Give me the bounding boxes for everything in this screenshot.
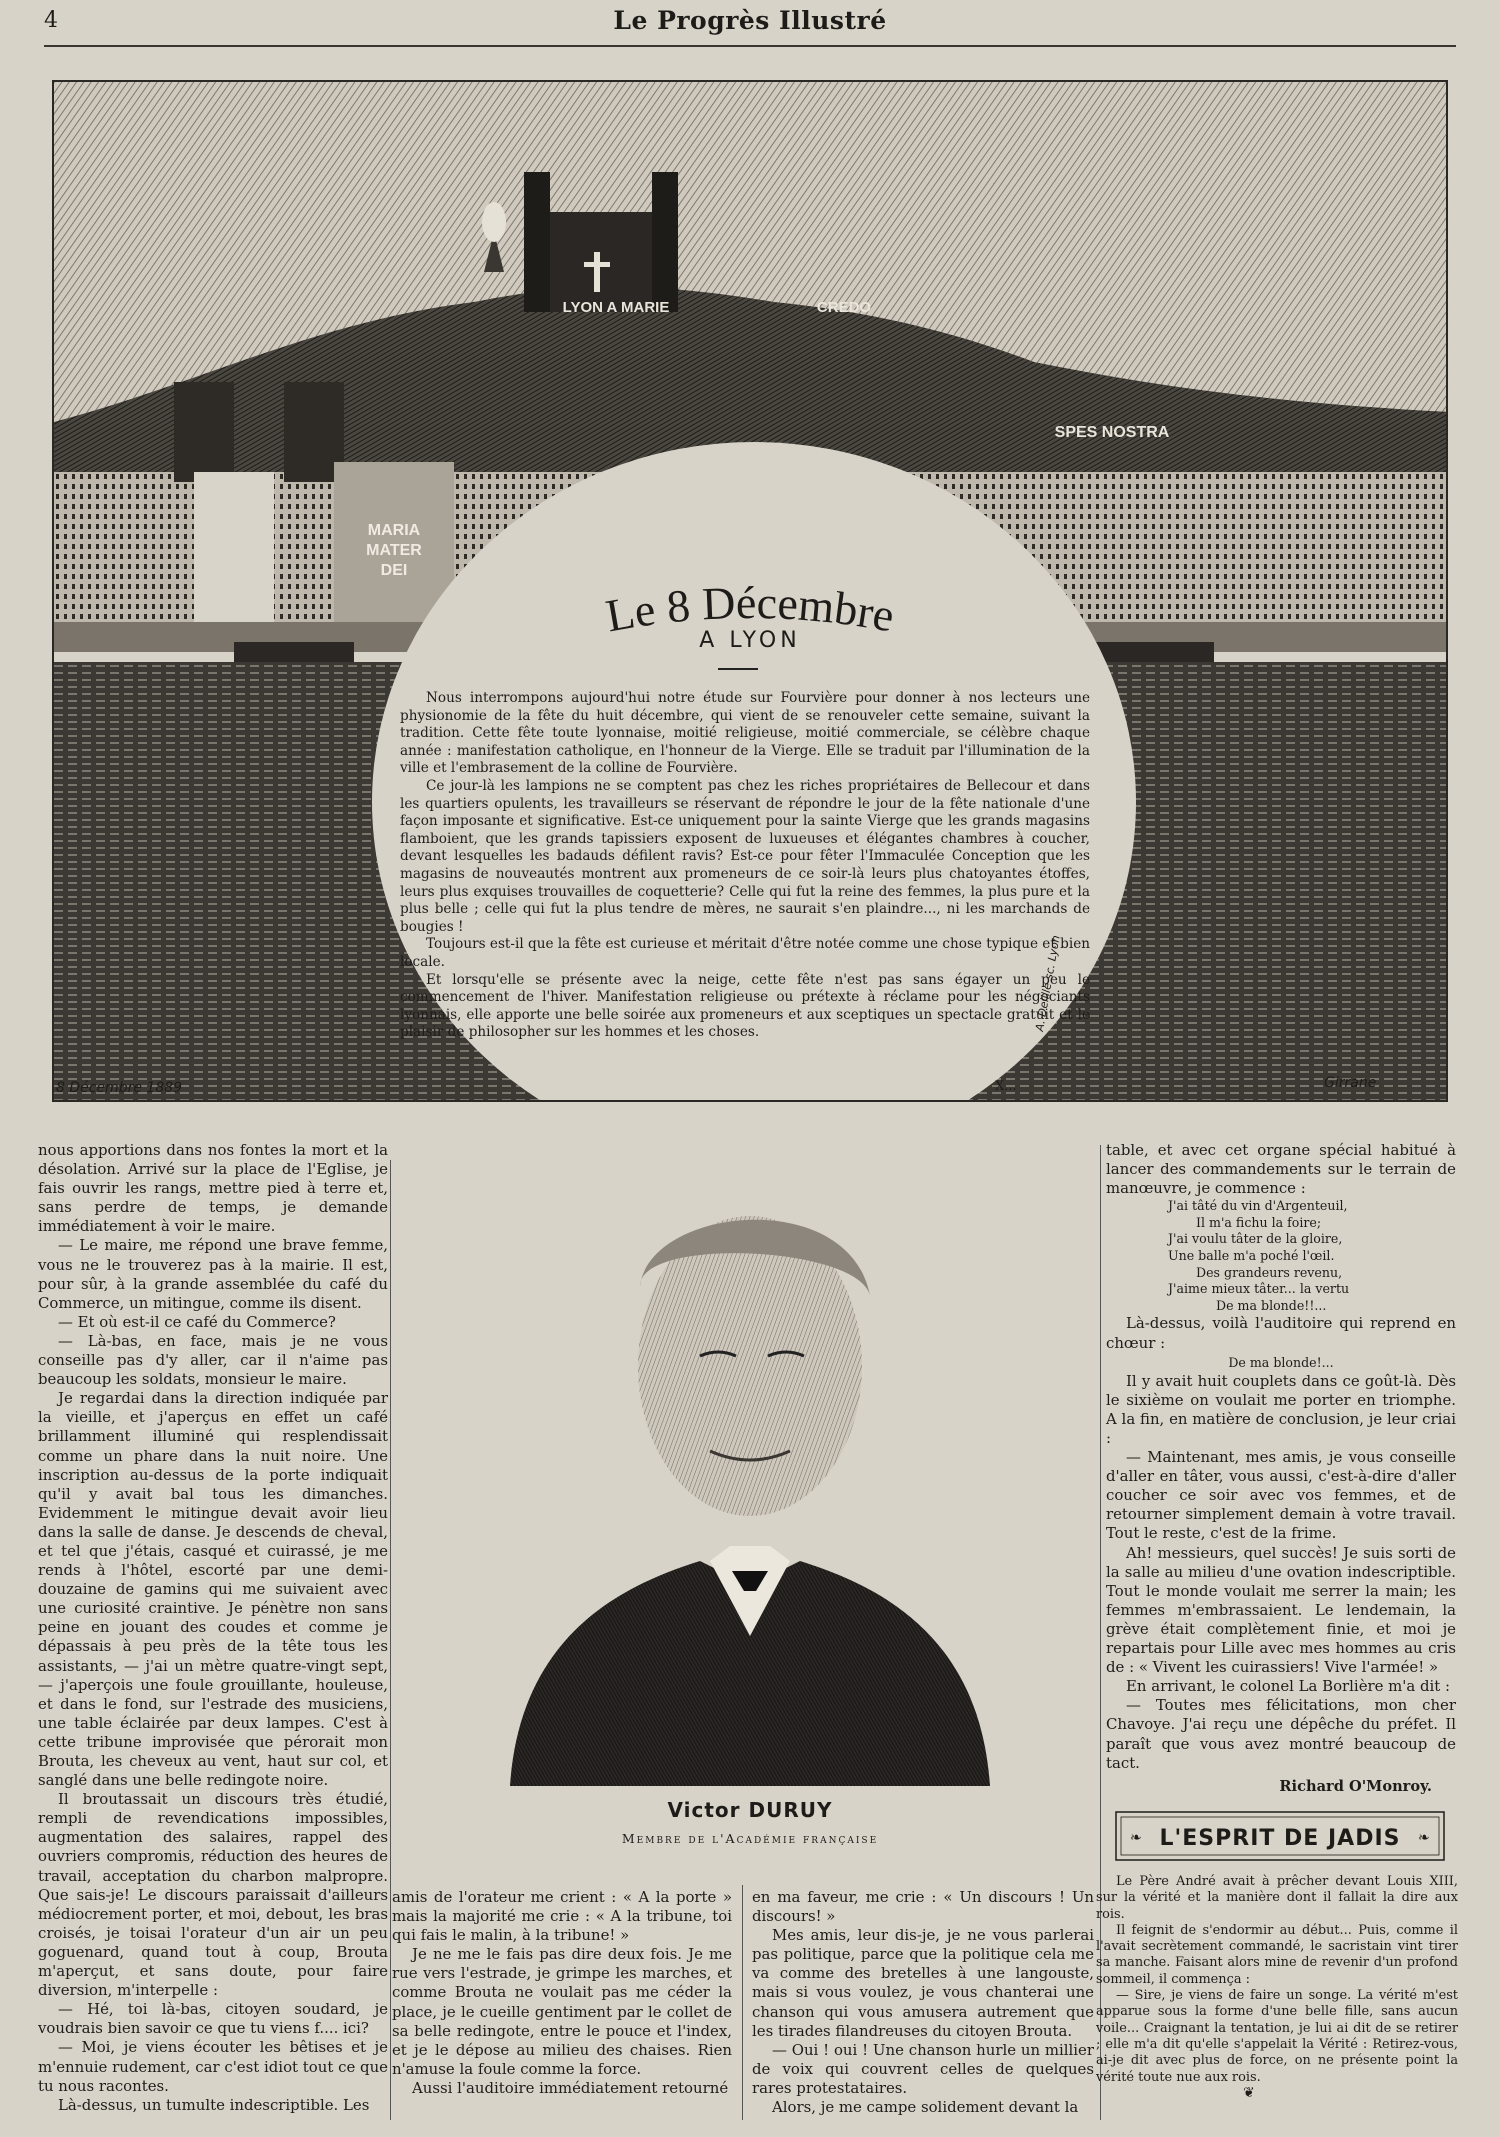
sign-credo: CREDO bbox=[816, 299, 872, 316]
story-paragraph: — Toutes mes félicitations, mon cher Chavoye. J'ai reçu une dépêche du préfet. Il paraît que vous avez montré beaucoup de tact. bbox=[1106, 1696, 1456, 1772]
story-signature: Richard O'Monroy. bbox=[1279, 1777, 1432, 1795]
title-rule bbox=[718, 668, 758, 670]
header-rule bbox=[44, 45, 1456, 47]
portrait-name: Victor DURUY bbox=[667, 1798, 833, 1822]
story-paragraph: — Le maire, me répond une brave femme, vous ne le trouverez pas à la mairie. Il est, pour sûr, à la grande assemblée du café du Commerce, un mitingue, comme ils disent. bbox=[38, 1236, 388, 1312]
story-paragraph: Aussi l'auditoire immédiatement retourné bbox=[412, 2078, 729, 2097]
story-paragraph: Je regardai dans la direction indiquée par la vieille, et j'aperçus en effet un café brillamment illuminé qui resplendissait comme un phare dans la nuit noire. Une inscription au-dessus de la porte indiquait qu'il y avait bal tous les dimanches. Evidemment le mitingue devait avoir lieu dans la salle de danse. Je descends de cheval, et tel que j'étais, casqué et cuirassé, je me rends à l'hôtel, escorté par une demi-douzaine de gamins qui me suivaient avec une curiosité craintive. Je pénètre non sans peine en jouant des coudes et comme je dépassais à peu près de la tête tous les assistants, — j'ai un mètre quatre-vingt sept, — j'aperçois une foule grouillante, houleuse, et dans le fond, sur l'estrade des musiciens, une table éclairée par deux lampes. C'est à cette tribune improvisée que pérorait mon Brouta, les cheveux au vent, haut sur col, et sanglé dans une belle redingote noire. bbox=[38, 1389, 388, 1790]
verse-line: J'ai tâté du vin d'Argenteuil, bbox=[1168, 1198, 1348, 1214]
victor-duruy-portrait bbox=[500, 1166, 1000, 1786]
verse-line: J'aime mieux tâter... la vertu bbox=[1168, 1281, 1350, 1297]
column-rule bbox=[742, 1885, 743, 2120]
story-column-mid-left bbox=[392, 1888, 732, 2098]
story-paragraph: table, et avec cet organe spécial habitué à lancer des commandements sur le terrain de manœuvre, je commence : bbox=[1106, 1141, 1456, 1198]
anecdote-paragraph: Le Père André avait à prêcher devant Louis XIII, sur la vérité et la manière dont il fallait la dire aux rois. bbox=[1096, 1874, 1458, 1922]
esprit-de-jadis-header bbox=[1114, 1810, 1446, 1862]
story-paragraph: nous apportions dans nos fontes la mort et la désolation. Arrivé sur la place de l'Eglise, je fais ouvrir les rangs, mettre pied à terre et, sans perdre de temps, je demande immédiatement à voir le maire. bbox=[38, 1141, 388, 1236]
article-title: Le 8 Décembre bbox=[601, 578, 899, 642]
verse-line: De ma blonde!!... bbox=[1216, 1297, 1327, 1313]
intro-paragraph: Nous interrompons aujourd'hui notre étude sur Fourvière pour donner à nos lecteurs une physionomie de la fête du huit décembre, qui vient de se renouveler cette semaine, suivant la tradition. Cette fête toute lyonnaise, moitié religieuse, moitié commerciale, se célèbre chaque année : manifestation catholique, en l'honneur de la Vierge. Elle se traduit par l'illumination de la ville et l'embrasement de la colline de Fourvière. bbox=[400, 690, 1090, 777]
engraving-engraver-signature: A. Delille sc. Lyon bbox=[1033, 934, 1063, 1033]
story-paragraph: amis de l'orateur me crient : « A la porte » mais la majorité me crie : « A la tribune, toi qui fais le malin, à la tribune! » bbox=[392, 1888, 732, 1945]
portrait-subtitle: Membre de l'Académie française bbox=[621, 1831, 879, 1846]
story-paragraph: Il broutassait un discours très étudié, rempli de revendications impossibles, augmentation des salaires, rappel des ouvriers compromis, réduction des heures de travail, acceptation du charbon malpropre. Que sais-je! Le discours paraissait d'ailleurs médiocrement porter, et moi, debout, les bras croisés, je toisai l'orateur d'un air un peu goguenard, quand tout à coup, Brouta m'aperçut, et sans doute, pour faire diversion, m'interpelle : bbox=[38, 1790, 388, 2000]
engraving-artist-signature: Girrane bbox=[1324, 1075, 1377, 1091]
story-paragraph: Il y avait huit couplets dans ce goût-là. Dès le sixième on voulait me porter en triomphe. A la fin, en matière de conclusion, je leur criai : bbox=[1106, 1371, 1456, 1447]
end-ornament-icon: ❦ bbox=[1243, 2085, 1255, 2101]
story-paragraph: — Hé, toi là-bas, citoyen soudard, je voudrais bien savoir ce que tu viens f.... ici? bbox=[38, 2000, 388, 2038]
column-rule bbox=[390, 1160, 391, 2120]
chorus-line: De ma blonde!... bbox=[1228, 1354, 1334, 1370]
verse-line: J'ai voulu tâter de la gloire, bbox=[1168, 1231, 1343, 1247]
story-paragraph: Alors, je me campe solidement devant la bbox=[772, 2098, 1079, 2117]
sign-maria: MARIA bbox=[367, 522, 421, 539]
story-paragraph: En arrivant, le colonel La Borlière m'a dit : bbox=[1126, 1677, 1451, 1696]
sign-dei: DEI bbox=[380, 562, 408, 579]
article-title-arc bbox=[490, 578, 1010, 668]
story-paragraph: — Oui ! oui ! Une chanson hurle un millier de voix qui couvrent celles de quelques rares protestataires. bbox=[752, 2040, 1094, 2097]
sign-mater: MATER bbox=[366, 542, 422, 559]
story-paragraph: Là-dessus, voilà l'auditoire qui reprend en chœur : bbox=[1106, 1314, 1456, 1352]
story-paragraph: Là-dessus, un tumulte indescriptible. Les bbox=[58, 2095, 370, 2114]
story-paragraph: Ah! messieurs, quel succès! Je suis sorti de la salle au milieu d'une ovation indescriptible. Tout le monde voulait me serrer la main; les femmes m'embrassaient. Le lendemain, la grève était complètement finie, et moi je repartais pour Lille avec mes hommes au cris de : « Vivent les cuirassiers! Vive l'armée! » bbox=[1106, 1543, 1456, 1677]
verse-line: Il m'a fichu la foire; bbox=[1196, 1214, 1322, 1230]
story-paragraph: — Et où est-il ce café du Commerce? bbox=[58, 1312, 336, 1331]
story-paragraph: — Maintenant, mes amis, je vous conseille d'aller en tâter, vous aussi, c'est-à-dire d'aller coucher ce soir avec vos femmes, et de retourner simplement demain à votre travail. Tout le reste, c'est de la frime. bbox=[1106, 1448, 1456, 1543]
story-paragraph: Mes amis, leur dis-je, je ne vous parlerai pas politique, parce que la politique cela me va comme des bretelles à une langouste, mais si vous voulez, je vous chanterai une chanson qui vous amusera autrement que les tirades filandreuses du citoyen Brouta. bbox=[752, 1926, 1094, 2040]
sign-spes-nostra: SPES NOSTRA bbox=[1054, 424, 1170, 441]
ornament-left-icon: ❧ bbox=[1130, 1830, 1142, 1846]
esprit-de-jadis-text bbox=[1096, 1874, 1458, 2086]
story-column-right bbox=[1106, 1141, 1456, 1796]
anecdote-paragraph: — Sire, je viens de faire un songe. La vérité m'est apparue sous la forme d'une belle fille, sans aucun voile... Craignant la tentation, je lui ai dit de se retirer ; elle m'a dit qu'elle s'appelait la Vérité : Retirez-vous, ai-je dit avec plus de force, on ne présente point la vérité toute nue aux rois. bbox=[1096, 1988, 1458, 2085]
verse-line: Une balle m'a poché l'œil. bbox=[1168, 1248, 1335, 1264]
engraving-date-caption: 8 Décembre 1889 bbox=[56, 1080, 183, 1096]
story-paragraph: — Moi, je viens écouter les bêtises et je m'ennuie rudement, car c'est idiot tout ce que tu nous racontes. bbox=[38, 2038, 388, 2095]
anecdote-paragraph: Il feignit de s'endormir au début... Puis, comme il l'avait secrètement commandé, le sacristain vint tirer sa manche. Faisant alors mine de revenir d'un profond sommeil, il commença : bbox=[1096, 1922, 1458, 1987]
article-signature: X... bbox=[995, 1079, 1017, 1094]
page-number: 4 bbox=[44, 8, 58, 33]
song-verse bbox=[1106, 1198, 1456, 1314]
verse-line: Des grandeurs revenu, bbox=[1196, 1264, 1343, 1280]
sign-lyon-a-marie: LYON A MARIE bbox=[562, 299, 670, 316]
running-title: Le Progrès Illustré bbox=[613, 6, 887, 35]
article-intro bbox=[400, 690, 1090, 1042]
intro-paragraph: Ce jour-là les lampions ne se comptent pas chez les riches propriétaires de Bellecour et dans les quartiers opulents, les travailleurs se réservant de répondre le jour de la fête nationale d'une façon imposante et significative. Est-ce uniquement pour la sainte Vierge que les grands magasins flamboient, que les grands tapissiers exposent de luxueuses et élégantes chambres à coucher, devant lesquelles les badauds défilent ravis? Est-ce pour fêter l'Immaculée Conception que les magasins de nouveautés montrent aux promeneurs de ce soir-là leurs plus chatoyantes étoffes, leurs plus exquises trouvailles de coquetterie? Celle qui fut la reine des femmes, la plus pure et la plus belle ; celle qui fut la plus tendre de mères, ne saurait s'en plaindre..., ni les marchands de bougies ! bbox=[400, 777, 1090, 935]
story-column-left bbox=[38, 1141, 388, 2115]
intro-paragraph: Et lorsqu'elle se présente avec la neige, cette fête n'est pas sans égayer un peu le commencement de l'hiver. Manifestation religieuse ou prétexte à réclame pour les négociants lyonnais, elle apporte une belle soirée aux promeneurs et aux sceptiques un spectacle gratuit et le plaisir de philosopher sur les hommes et les choses. bbox=[400, 971, 1090, 1041]
ornament-right-icon: ❧ bbox=[1418, 1830, 1430, 1846]
article-subtitle: A LYON bbox=[699, 628, 801, 653]
story-paragraph: Je ne me le fais pas dire deux fois. Je me rue vers l'estrade, je grimpe les marches, et comme Brouta ne voulait pas me céder la place, je le cueille gentiment par le collet de sa belle redingote, entre le pouce et l'index, et je le dépose au milieu des chaises. Rien n'amuse la foule comme la force. bbox=[392, 1945, 732, 2078]
story-paragraph: en ma faveur, me crie : « Un discours ! Un discours! » bbox=[752, 1888, 1094, 1926]
story-paragraph: — Là-bas, en face, mais je ne vous conseille pas d'y aller, car il n'aime pas beaucoup les soldats, monsieur le maire. bbox=[38, 1331, 388, 1389]
esprit-title: L'ESPRIT DE JADIS bbox=[1159, 1826, 1401, 1851]
story-column-mid-right bbox=[752, 1888, 1094, 2117]
intro-paragraph: Toujours est-il que la fête est curieuse et méritait d'être notée comme une chose typique et bien locale. bbox=[400, 936, 1090, 970]
